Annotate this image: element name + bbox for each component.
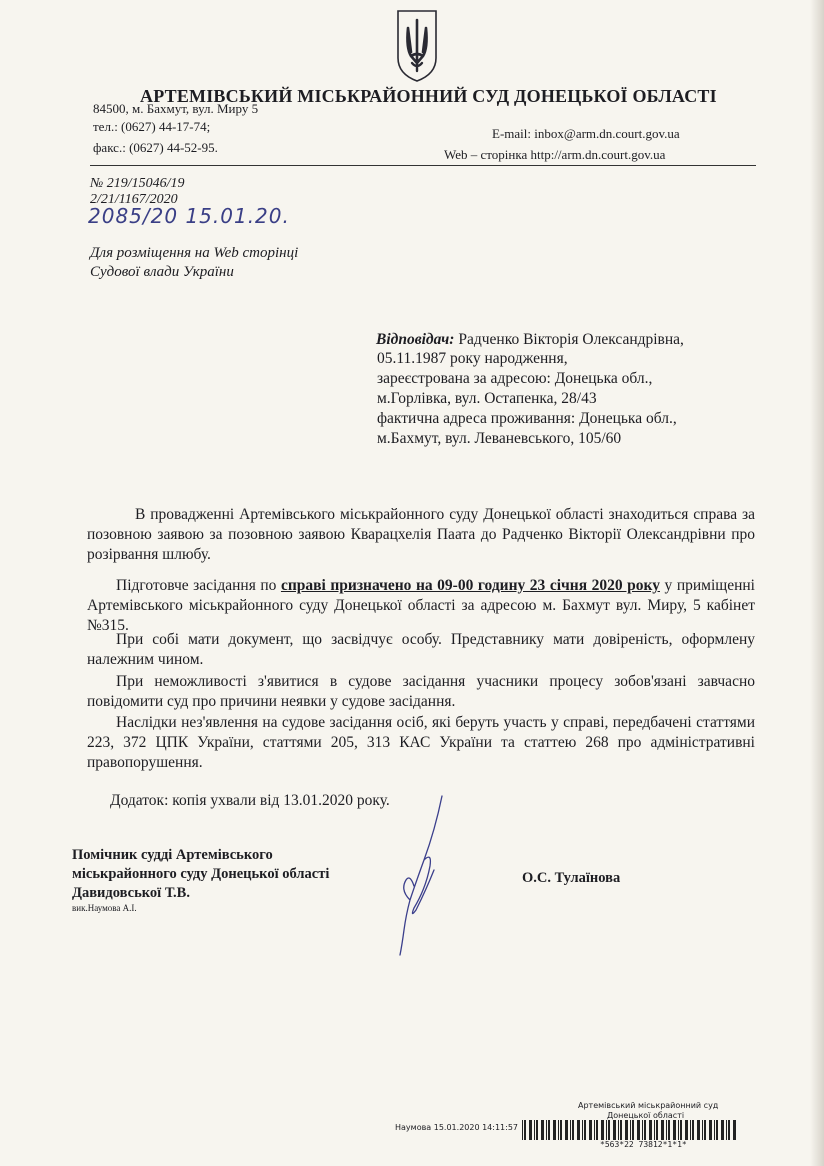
signatory-name: О.С. Тулаїнова xyxy=(522,870,621,886)
barcode-bar xyxy=(673,1120,676,1140)
barcode-bar xyxy=(546,1120,547,1140)
barcode-bar xyxy=(642,1120,643,1140)
court-email: E-mail: inbox@arm.dn.court.gov.ua xyxy=(492,126,680,141)
barcode-bar xyxy=(668,1120,670,1140)
respondent-label: Відповідач: xyxy=(376,331,455,348)
barcode-bar xyxy=(596,1120,598,1140)
respondent-actual-address: фактична адреса проживання: Донецька обл., xyxy=(377,410,677,427)
paragraph-absence: При неможливості з'явитися в судове засідання учасники процесу зобов'язані завчасно повідомити суд про причини неявки у судове засідання. xyxy=(87,673,755,710)
barcode-bar xyxy=(726,1120,727,1140)
respondent-registered-address: зареєстрована за адресою: Донецька обл., xyxy=(377,370,653,387)
barcode-bar xyxy=(728,1120,730,1140)
respondent-name: Радченко Вікторія Олександрівна, xyxy=(458,331,684,348)
barcode-bar xyxy=(656,1120,658,1140)
case-number: № 219/15046/19 xyxy=(90,176,185,191)
barcode-bar xyxy=(702,1120,703,1140)
barcode-bar xyxy=(644,1120,646,1140)
barcode-bar xyxy=(553,1120,556,1140)
court-fax: факс.: (0627) 44-52-95. xyxy=(93,140,218,155)
handwritten-registration: 2085/20 15.01.20. xyxy=(88,204,290,228)
trident-emblem-icon xyxy=(395,8,439,84)
barcode-bar xyxy=(572,1120,574,1140)
barcode-bar xyxy=(534,1120,535,1140)
stamp-registration: Наумова 15.01.2020 14:11:57 xyxy=(395,1123,519,1132)
handwritten-signature-icon xyxy=(380,790,460,960)
barcode-bar xyxy=(666,1120,667,1140)
barcode-bar xyxy=(565,1120,568,1140)
stamp-court-line2: Донецької області xyxy=(607,1111,685,1120)
page-edge-shadow xyxy=(810,0,824,1166)
annex-note: Додаток: копія ухвали від 13.01.2020 року. xyxy=(110,792,390,809)
barcode-bar xyxy=(714,1120,715,1140)
respondent-registered-city: м.Горлівка, вул. Остапенка, 28/43 xyxy=(377,390,597,407)
barcode-bar xyxy=(522,1120,523,1140)
barcode-bar xyxy=(524,1120,526,1140)
hearing-intro: Підготовче засідання по xyxy=(116,577,281,594)
barcode-bar xyxy=(601,1120,604,1140)
barcode-bar xyxy=(606,1120,607,1140)
paragraph-hearing xyxy=(87,576,755,636)
barcode-bar xyxy=(594,1120,595,1140)
barcode-bar xyxy=(704,1120,706,1140)
barcode-icon xyxy=(522,1120,738,1142)
header-divider xyxy=(90,165,756,166)
barcode-bar xyxy=(716,1120,718,1140)
barcode-bar xyxy=(649,1120,652,1140)
hearing-date: справі призначено на 09-00 годину 23 січня 2020 року xyxy=(280,577,660,594)
barcode-bar xyxy=(685,1120,688,1140)
barcode-bar xyxy=(632,1120,634,1140)
barcode-bar xyxy=(577,1120,580,1140)
court-website: Web – сторінка http://arm.dn.court.gov.ua xyxy=(444,147,666,162)
barcode-bar xyxy=(529,1120,532,1140)
publication-note-line2: Судової влади України xyxy=(90,264,234,280)
barcode-bar xyxy=(560,1120,562,1140)
hearing-location: у приміщенні Артемівського міськрайонного суду Донецької області за адресою м. Бахмут вул. Миру, 5 кабінет №315. xyxy=(87,577,755,634)
respondent-birth: 05.11.1987 року народження, xyxy=(377,350,568,367)
court-phone: тел.: (0627) 44-17-74; xyxy=(93,119,211,134)
publication-note-line1: Для розміщення на Web сторінці xyxy=(90,245,299,261)
barcode-bar xyxy=(625,1120,628,1140)
barcode-bar xyxy=(608,1120,610,1140)
proceeding-number: 2/21/1167/2020 xyxy=(90,192,178,207)
barcode-bar xyxy=(630,1120,631,1140)
signatory-title-line2: міськрайонного суду Донецької області xyxy=(72,866,330,882)
stamp-court-line1: Артемівський міськрайонний суд xyxy=(578,1101,719,1110)
barcode-bar xyxy=(721,1120,724,1140)
barcode-number: *563*22 73812*1*1* xyxy=(600,1140,687,1149)
barcode-bar xyxy=(620,1120,622,1140)
barcode-bar xyxy=(618,1120,619,1140)
barcode-bar xyxy=(570,1120,571,1140)
barcode-bar xyxy=(582,1120,583,1140)
barcode-bar xyxy=(680,1120,682,1140)
paragraph-consequences: Наслідки нез'явлення на судове засідання осіб, які беруть участь у справі, передбачені статтями 223, 372 ЦПК України, статтями 205, 313 КАС України та статтею 268 про адміністративні правопорушення. xyxy=(87,714,755,771)
barcode-bar xyxy=(697,1120,700,1140)
barcode-bar xyxy=(692,1120,694,1140)
barcode-bar xyxy=(637,1120,640,1140)
barcode-bar xyxy=(558,1120,559,1140)
court-name: АРТЕМІВСЬКИЙ МІСЬКРАЙОННИЙ СУД ДОНЕЦЬКОЇ ОБЛАСТІ xyxy=(140,86,717,106)
barcode-bar xyxy=(613,1120,616,1140)
court-address: 84500, м. Бахмут, вул. Миру 5 xyxy=(93,101,259,116)
barcode-bar xyxy=(709,1120,712,1140)
barcode-bar xyxy=(661,1120,664,1140)
signatory-title-line1: Помічник судді Артемівського xyxy=(72,847,273,863)
barcode-bar xyxy=(690,1120,691,1140)
executor-note: вик.Наумова А.І. xyxy=(72,903,137,913)
barcode-bar xyxy=(536,1120,538,1140)
barcode-bar xyxy=(733,1120,736,1140)
signatory-title-line3: Давидовської Т.В. xyxy=(72,885,190,901)
respondent-actual-city: м.Бахмут, вул. Леваневського, 105/60 xyxy=(377,430,622,447)
respondent-line1 xyxy=(376,330,684,350)
paragraph-case: В провадженні Артемівського міськрайонного суду Донецької області знаходиться справа за позовною заявою за позовною заявою Кварацхелія Паата до Радченко Вікторії Олександрівни про розірвання шлюбу. xyxy=(87,506,755,563)
barcode-bar xyxy=(548,1120,550,1140)
barcode-bar xyxy=(589,1120,592,1140)
paragraph-documents: При собі мати документ, що засвідчує особу. Представнику мати довіреність, оформлену належним чином. xyxy=(87,631,755,668)
barcode-bar xyxy=(654,1120,655,1140)
barcode-bar xyxy=(541,1120,544,1140)
barcode-bar xyxy=(584,1120,586,1140)
barcode-bar xyxy=(678,1120,679,1140)
